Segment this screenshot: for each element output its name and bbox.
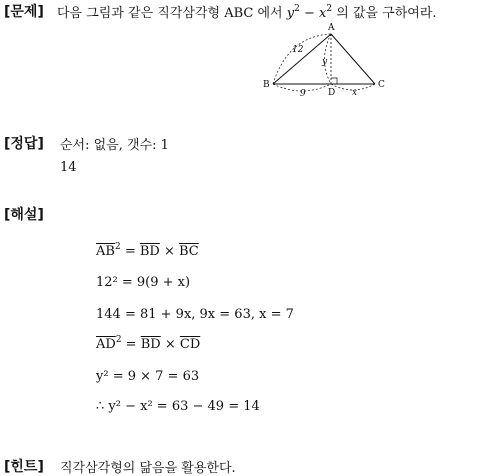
right-angle-mark <box>331 78 337 84</box>
explanation-line-1 <box>96 244 199 259</box>
side-ac-line <box>331 34 375 84</box>
exp-ab: 2 <box>114 242 121 252</box>
label-a: A <box>328 23 335 33</box>
eq-4: = <box>121 337 141 352</box>
segment-bc: $\overline{BC}$ <box>179 244 199 259</box>
segment-bd-1: $\overline{BD}$ <box>139 244 160 259</box>
problem-x: x <box>319 6 327 21</box>
hint-tag: [힌트] <box>4 459 44 475</box>
times-4: × <box>160 337 180 352</box>
label-b: B <box>263 80 270 90</box>
problem-exp-x: 2 <box>326 4 333 14</box>
explanation-tag: [해설] <box>4 207 44 223</box>
hint-text: 직각삼각형의 닮음을 활용한다. <box>60 461 236 476</box>
label-ab: 12 <box>292 45 304 55</box>
explanation-line-2: 12² = 9(9 + x) <box>96 275 191 290</box>
segment-bd-2: $\overline{BD}$ <box>140 337 161 352</box>
segment-cd: $\overline{CD}$ <box>179 337 201 352</box>
label-c: C <box>378 80 385 90</box>
exp-ad: 2 <box>115 335 122 345</box>
triangle-figure <box>258 20 390 100</box>
problem-text-before: 다음 그림과 같은 직각삼각형 ABC 에서 <box>57 6 287 21</box>
answer-tag: [정답] <box>4 136 44 152</box>
problem-exp-y: 2 <box>294 4 300 14</box>
segment-ab: $\overline{AB}$ <box>96 244 115 259</box>
label-d: D <box>328 88 336 98</box>
label-ad: y <box>322 57 328 67</box>
answer-meta: 순서: 없음, 갯수: 1 <box>60 138 169 153</box>
problem-minus: − <box>299 6 320 21</box>
label-dc: x <box>352 88 358 98</box>
answer-value: 14 <box>60 160 77 175</box>
problem-y: y <box>286 6 295 21</box>
problem-tag: [문제] <box>4 4 44 20</box>
explanation-line-4 <box>96 337 200 352</box>
problem-text <box>57 2 437 21</box>
times-1: × <box>159 244 180 259</box>
segment-ad: $\overline{AD}$ <box>96 337 116 352</box>
problem-text-after: 의 값을 구하여라. <box>332 6 437 21</box>
explanation-line-3: 144 = 81 + 9x, 9x = 63, x = 7 <box>96 307 294 322</box>
explanation-line-6: ∴ y² − x² = 63 − 49 = 14 <box>96 399 260 414</box>
explanation-line-5: y² = 9 × 7 = 63 <box>96 369 200 384</box>
eq-1: = <box>120 244 140 259</box>
label-bd: 9 <box>300 89 306 99</box>
